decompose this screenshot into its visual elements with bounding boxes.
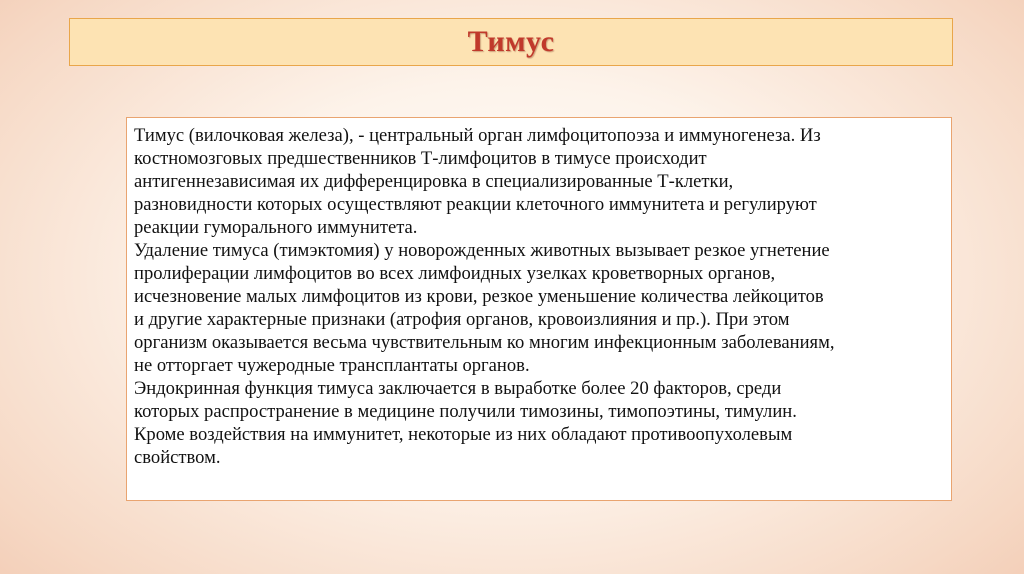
text-line: костномозговых предшественников Т-лимфоцитов в тимусе происходит <box>134 148 707 169</box>
paragraph-definition <box>134 124 951 239</box>
text-line: Эндокринная функция тимуса заключается в выработке более 20 факторов, среди <box>134 378 782 399</box>
text-line: которых распространение в медицине получили тимозины, тимопоэтины, тимулин. <box>134 401 797 422</box>
text-line: свойством. <box>134 447 221 468</box>
text-line: Удаление тимуса (тимэктомия) у новорожденных животных вызывает резкое угнетение <box>134 240 830 261</box>
text-line: не отторгает чужеродные трансплантаты органов. <box>134 355 530 376</box>
text-line: и другие характерные признаки (атрофия органов, кровоизлияния и пр.). При этом <box>134 309 790 330</box>
title-bar <box>69 18 953 66</box>
text-line: исчезновение малых лимфоцитов из крови, резкое уменьшение количества лейкоцитов <box>134 286 824 307</box>
text-line: Тимус (вилочковая железа), - центральный орган лимфоцитопоэза и иммуногенеза. Из <box>134 125 821 146</box>
text-line: реакции гуморального иммунитета. <box>134 217 418 238</box>
text-line: Кроме воздействия на иммунитет, некоторые из них обладают противоопухолевым <box>134 424 793 445</box>
text-line: антигеннезависимая их дифференцировка в специализированные Т-клетки, <box>134 171 734 192</box>
text-line: организм оказывается весьма чувствительным ко многим инфекционным заболеваниям, <box>134 332 835 353</box>
paragraph-endocrine <box>134 377 951 469</box>
text-line: разновидности которых осуществляют реакции клеточного иммунитета и регулируют <box>134 194 817 215</box>
slide-title: Тимус <box>467 25 555 58</box>
text-line: пролиферации лимфоцитов во всех лимфоидных узелках кроветворных органов, <box>134 263 776 284</box>
content-text-box <box>126 117 952 501</box>
paragraph-thymectomy <box>134 239 951 377</box>
